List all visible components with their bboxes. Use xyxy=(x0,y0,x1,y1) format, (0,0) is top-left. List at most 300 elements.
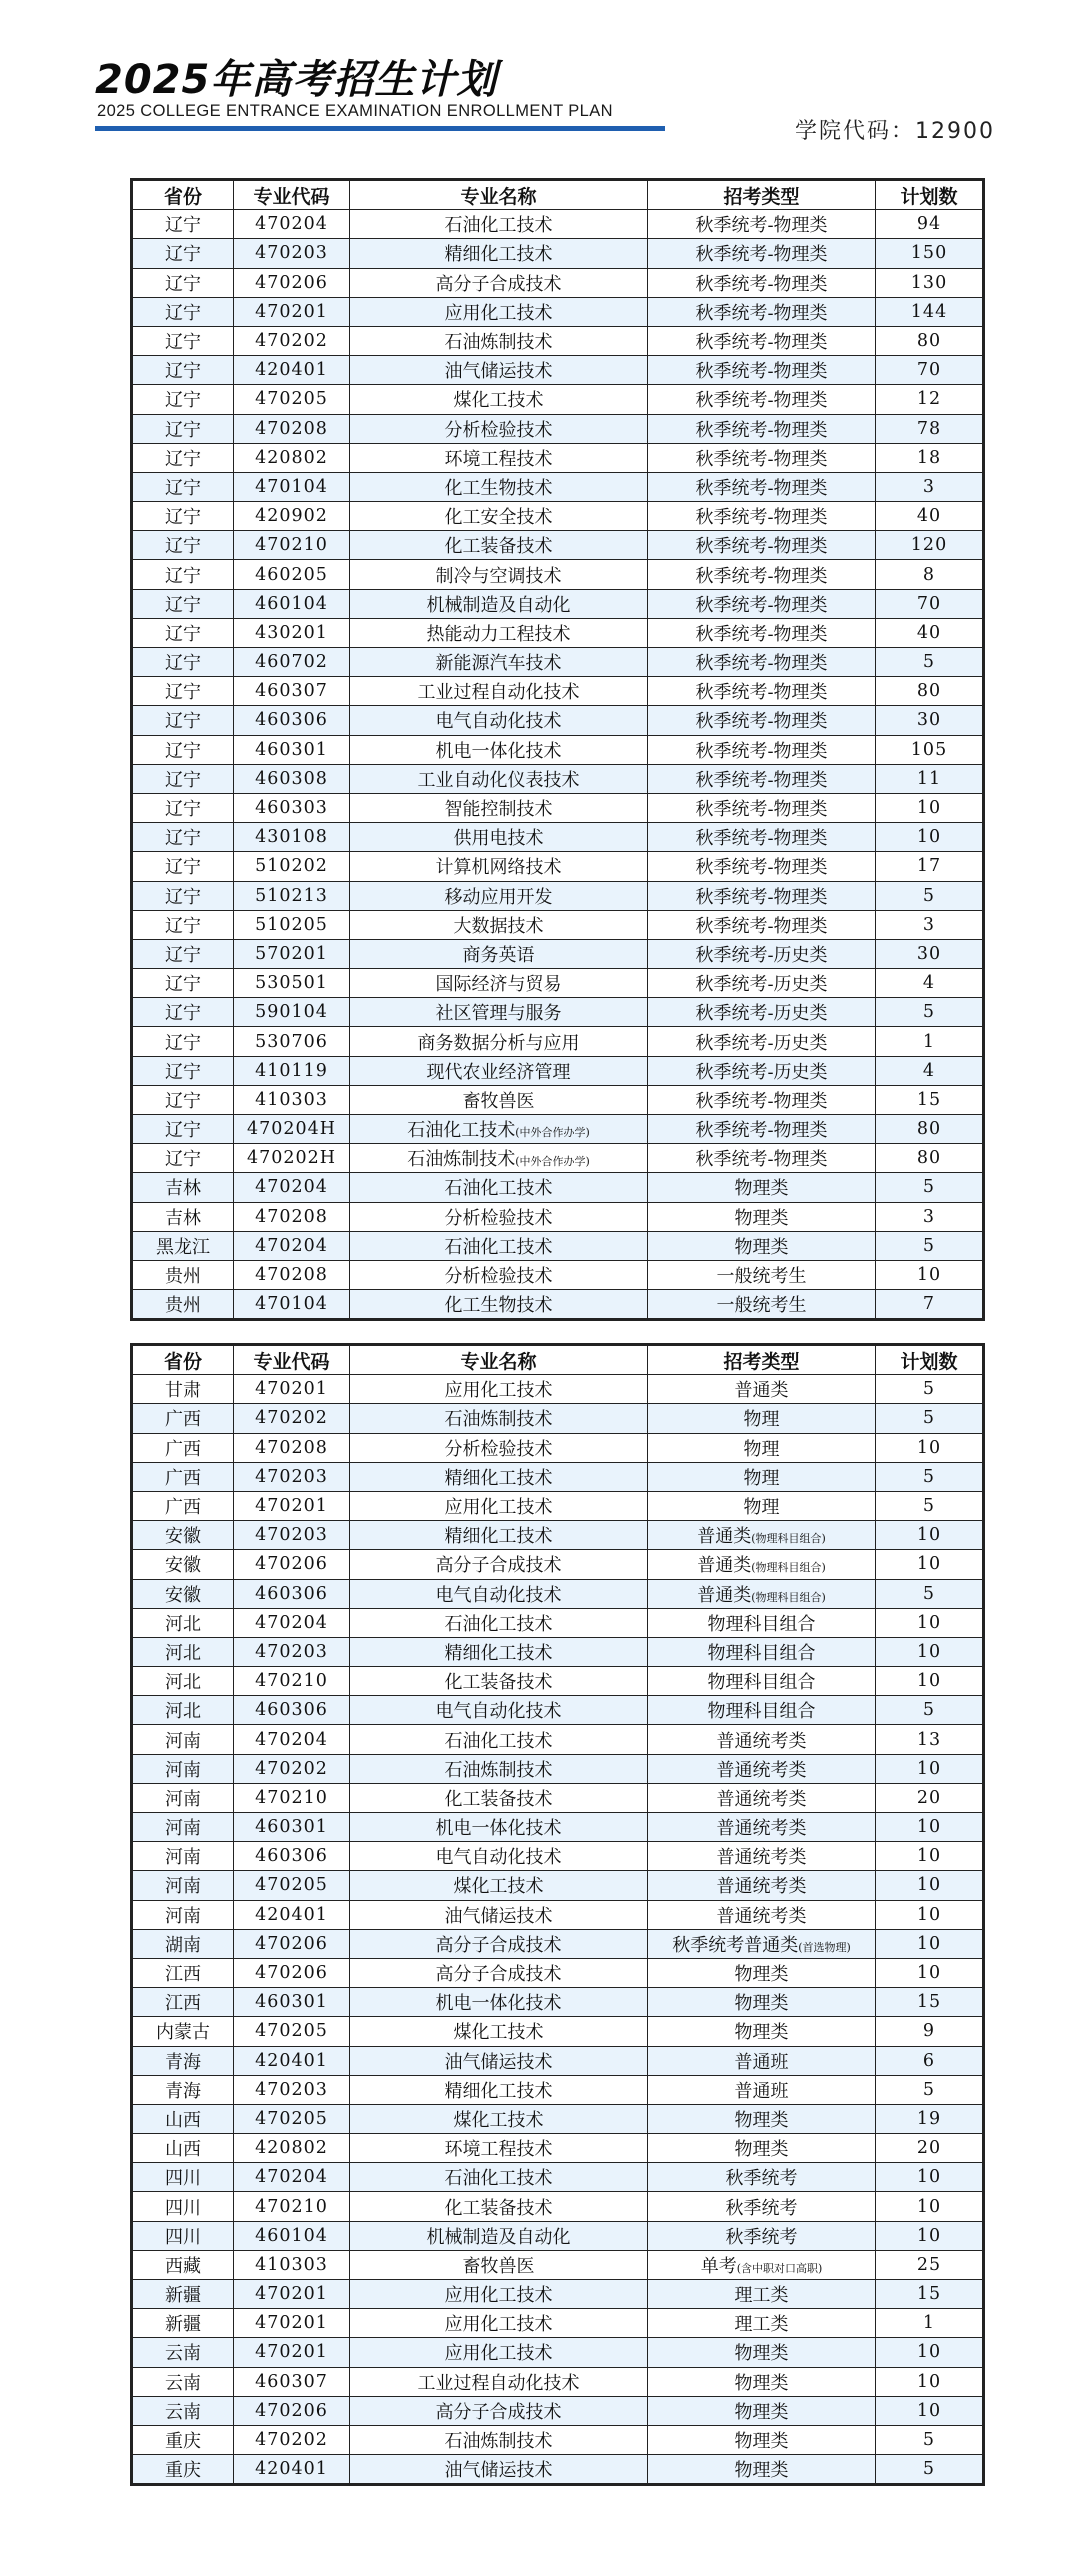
province-cell: 青海 xyxy=(132,2046,234,2075)
admission-type-cell: 秋季统考-物理类 xyxy=(648,385,876,414)
major-code-cell: 470202 xyxy=(234,326,350,355)
major-name-cell xyxy=(350,1144,648,1173)
table-row xyxy=(132,793,984,822)
major-code-cell: 530706 xyxy=(234,1027,350,1056)
table-row xyxy=(132,1144,984,1173)
plan-count-cell: 1 xyxy=(876,2309,984,2338)
major-code-cell: 470201 xyxy=(234,2338,350,2367)
table-row xyxy=(132,1056,984,1085)
table-row xyxy=(132,2192,984,2221)
admission-type-cell: 物理类 xyxy=(648,1202,876,1231)
admission-type-cell: 秋季统考-物理类 xyxy=(648,502,876,531)
admission-type-header: 招考类型 xyxy=(648,180,876,210)
table-row xyxy=(132,706,984,735)
major-code-cell: 470201 xyxy=(234,297,350,326)
province-cell: 河北 xyxy=(132,1667,234,1696)
admission-type-cell: 物理 xyxy=(648,1462,876,1491)
province-cell: 新疆 xyxy=(132,2280,234,2309)
table-row xyxy=(132,1725,984,1754)
province-cell: 辽宁 xyxy=(132,472,234,501)
major-code-cell: 470205 xyxy=(234,2104,350,2133)
major-code-cell: 510213 xyxy=(234,881,350,910)
major-name-cell: 高分子合成技术 xyxy=(350,1958,648,1987)
plan-count-cell: 78 xyxy=(876,414,984,443)
plan-count-cell: 130 xyxy=(876,268,984,297)
major-code-cell: 470203 xyxy=(234,2075,350,2104)
major-name-cell: 机电一体化技术 xyxy=(350,1988,648,2017)
table-row xyxy=(132,1696,984,1725)
major-name-cell: 石油化工技术 xyxy=(350,1725,648,1754)
table-row xyxy=(132,1290,984,1320)
plan-count-cell: 15 xyxy=(876,1988,984,2017)
major-code-cell: 430108 xyxy=(234,823,350,852)
province-cell: 云南 xyxy=(132,2367,234,2396)
province-cell: 辽宁 xyxy=(132,998,234,1027)
table-row xyxy=(132,239,984,268)
table-row xyxy=(132,472,984,501)
province-cell: 新疆 xyxy=(132,2309,234,2338)
header-row xyxy=(132,180,984,210)
plan-count-cell: 10 xyxy=(876,1608,984,1637)
cell-text: 石油炼制技术 xyxy=(407,1149,516,1171)
cell-text: 石油化工技术 xyxy=(407,1120,516,1142)
major-name-cell: 现代农业经济管理 xyxy=(350,1056,648,1085)
cell-note: (中外合作办学) xyxy=(515,1155,590,1169)
table-row xyxy=(132,2221,984,2250)
major-code-cell: 470204 xyxy=(234,1725,350,1754)
province-cell: 河南 xyxy=(132,1871,234,1900)
plan-count-cell: 10 xyxy=(876,1550,984,1579)
province-cell: 广西 xyxy=(132,1433,234,1462)
major-name-cell: 煤化工技术 xyxy=(350,1871,648,1900)
admission-type-cell: 普通统考类 xyxy=(648,1842,876,1871)
major-code-cell: 470204 xyxy=(234,210,350,239)
table-row xyxy=(132,2309,984,2338)
plan-count-header: 计划数 xyxy=(876,1345,984,1375)
plan-count-cell: 10 xyxy=(876,2163,984,2192)
plan-count-cell: 40 xyxy=(876,502,984,531)
table-row xyxy=(132,1813,984,1842)
plan-count-cell: 80 xyxy=(876,1144,984,1173)
admission-type-cell: 秋季统考 xyxy=(648,2192,876,2221)
major-code-cell: 470208 xyxy=(234,1433,350,1462)
cell-text: 秋季统考普通类 xyxy=(672,1934,799,1956)
table-row xyxy=(132,910,984,939)
table-row xyxy=(132,1754,984,1783)
major-name-cell: 煤化工技术 xyxy=(350,2104,648,2133)
table-row xyxy=(132,881,984,910)
major-name-cell: 移动应用开发 xyxy=(350,881,648,910)
major-code-cell: 470208 xyxy=(234,1202,350,1231)
province-cell: 辽宁 xyxy=(132,1027,234,1056)
province-cell: 云南 xyxy=(132,2338,234,2367)
major-code-cell: 470205 xyxy=(234,385,350,414)
major-code-cell: 470206 xyxy=(234,268,350,297)
table-row xyxy=(132,823,984,852)
table-row xyxy=(132,2134,984,2163)
province-cell: 河南 xyxy=(132,1754,234,1783)
table-row xyxy=(132,1608,984,1637)
province-cell: 辽宁 xyxy=(132,939,234,968)
plan-count-cell: 5 xyxy=(876,648,984,677)
plan-count-cell: 20 xyxy=(876,2134,984,2163)
table-row xyxy=(132,852,984,881)
plan-count-cell: 7 xyxy=(876,1290,984,1320)
major-name-cell: 油气储运技术 xyxy=(350,2455,648,2485)
major-name-cell: 化工装备技术 xyxy=(350,1783,648,1812)
major-code-cell: 460306 xyxy=(234,1842,350,1871)
admission-type-cell: 秋季统考-物理类 xyxy=(648,735,876,764)
plan-count-cell: 5 xyxy=(876,1173,984,1202)
admission-type-cell: 物理科目组合 xyxy=(648,1667,876,1696)
admission-type-cell: 秋季统考-物理类 xyxy=(648,1115,876,1144)
plan-count-cell: 10 xyxy=(876,1842,984,1871)
major-name-cell: 商务数据分析与应用 xyxy=(350,1027,648,1056)
major-name-cell: 化工装备技术 xyxy=(350,2192,648,2221)
plan-count-cell: 10 xyxy=(876,2221,984,2250)
plan-count-cell: 25 xyxy=(876,2250,984,2279)
major-code-cell: 460306 xyxy=(234,706,350,735)
plan-count-cell: 10 xyxy=(876,2192,984,2221)
table-row xyxy=(132,1115,984,1144)
major-name-cell: 畜牧兽医 xyxy=(350,1085,648,1114)
table-row xyxy=(132,1491,984,1520)
table-row xyxy=(132,1929,984,1958)
plan-count-cell: 70 xyxy=(876,589,984,618)
cell-note: (中外合作办学) xyxy=(515,1126,590,1140)
major-name-cell: 煤化工技术 xyxy=(350,385,648,414)
admission-type-cell: 秋季统考-物理类 xyxy=(648,706,876,735)
admission-type-cell: 物理类 xyxy=(648,1988,876,2017)
plan-count-cell: 105 xyxy=(876,735,984,764)
major-code-cell: 590104 xyxy=(234,998,350,1027)
major-code-cell: 460104 xyxy=(234,589,350,618)
major-name-cell: 化工生物技术 xyxy=(350,1290,648,1320)
admission-type-cell: 一般统考生 xyxy=(648,1290,876,1320)
table-body xyxy=(132,210,984,1320)
major-name-cell: 国际经济与贸易 xyxy=(350,969,648,998)
admission-type-header: 招考类型 xyxy=(648,1345,876,1375)
header-row xyxy=(132,1345,984,1375)
admission-type-cell: 普通统考类 xyxy=(648,1871,876,1900)
admission-type-cell: 秋季统考-物理类 xyxy=(648,356,876,385)
major-name-cell: 化工装备技术 xyxy=(350,1667,648,1696)
plan-count-cell: 10 xyxy=(876,823,984,852)
plan-count-cell: 10 xyxy=(876,1260,984,1289)
plan-count-cell: 10 xyxy=(876,1754,984,1783)
major-code-cell: 460303 xyxy=(234,793,350,822)
major-name-cell: 化工生物技术 xyxy=(350,472,648,501)
cell-text: 普通类 xyxy=(697,1584,752,1606)
major-code-cell: 470205 xyxy=(234,1871,350,1900)
major-name-cell: 精细化工技术 xyxy=(350,1521,648,1550)
major-code-cell: 470208 xyxy=(234,1260,350,1289)
plan-count-cell: 20 xyxy=(876,1783,984,1812)
major-name-cell: 应用化工技术 xyxy=(350,2280,648,2309)
province-cell: 河南 xyxy=(132,1842,234,1871)
table-row xyxy=(132,297,984,326)
major-name-cell: 油气储运技术 xyxy=(350,356,648,385)
admission-type-cell xyxy=(648,2250,876,2279)
major-name-cell: 机械制造及自动化 xyxy=(350,2221,648,2250)
major-name-cell: 智能控制技术 xyxy=(350,793,648,822)
major-code-cell: 420401 xyxy=(234,1900,350,1929)
major-name-cell: 机械制造及自动化 xyxy=(350,589,648,618)
plan-count-cell: 10 xyxy=(876,2338,984,2367)
cell-note: (含中职对口高职) xyxy=(736,2261,823,2275)
major-code-cell: 470202 xyxy=(234,2425,350,2454)
major-code-cell: 470205 xyxy=(234,2017,350,2046)
admission-type-cell: 秋季统考-物理类 xyxy=(648,677,876,706)
province-cell: 山西 xyxy=(132,2134,234,2163)
table-body xyxy=(132,1375,984,2485)
table-row xyxy=(132,1462,984,1491)
admission-type-cell xyxy=(648,1521,876,1550)
major-name-cell: 应用化工技术 xyxy=(350,2309,648,2338)
table-row xyxy=(132,1521,984,1550)
admission-type-cell: 秋季统考-物理类 xyxy=(648,210,876,239)
province-cell: 辽宁 xyxy=(132,910,234,939)
major-code-cell: 460307 xyxy=(234,677,350,706)
table-row xyxy=(132,2250,984,2279)
admission-type-cell: 物理类 xyxy=(648,2425,876,2454)
major-code-cell: 460702 xyxy=(234,648,350,677)
major-name-cell: 石油化工技术 xyxy=(350,1173,648,1202)
plan-count-cell: 5 xyxy=(876,998,984,1027)
province-cell: 西藏 xyxy=(132,2250,234,2279)
province-cell: 辽宁 xyxy=(132,502,234,531)
major-code-cell: 460306 xyxy=(234,1579,350,1608)
province-cell: 安徽 xyxy=(132,1550,234,1579)
major-code-cell: 410303 xyxy=(234,1085,350,1114)
major-code-cell: 460307 xyxy=(234,2367,350,2396)
major-name-cell: 石油炼制技术 xyxy=(350,2425,648,2454)
plan-count-cell: 5 xyxy=(876,2425,984,2454)
table-row xyxy=(132,1637,984,1666)
admission-type-cell: 秋季统考-物理类 xyxy=(648,793,876,822)
table-row xyxy=(132,1027,984,1056)
major-name-cell: 精细化工技术 xyxy=(350,1462,648,1491)
plan-count-cell: 11 xyxy=(876,764,984,793)
province-cell: 辽宁 xyxy=(132,823,234,852)
table-row xyxy=(132,998,984,1027)
major-code-cell: 470206 xyxy=(234,1929,350,1958)
province-cell: 湖南 xyxy=(132,1929,234,1958)
major-name-cell: 分析检验技术 xyxy=(350,1433,648,1462)
table-row xyxy=(132,560,984,589)
major-code-cell: 410303 xyxy=(234,2250,350,2279)
plan-count-cell: 5 xyxy=(876,1231,984,1260)
major-name-cell: 分析检验技术 xyxy=(350,1260,648,1289)
major-name-cell: 电气自动化技术 xyxy=(350,1696,648,1725)
major-name-cell: 煤化工技术 xyxy=(350,2017,648,2046)
province-cell: 江西 xyxy=(132,1958,234,1987)
plan-count-cell: 30 xyxy=(876,939,984,968)
plan-count-cell: 4 xyxy=(876,969,984,998)
major-name-cell: 石油炼制技术 xyxy=(350,1404,648,1433)
table-row xyxy=(132,1404,984,1433)
province-cell: 安徽 xyxy=(132,1521,234,1550)
province-cell: 辽宁 xyxy=(132,560,234,589)
table-header xyxy=(132,1345,984,1375)
major-code-cell: 470204 xyxy=(234,1608,350,1637)
province-cell: 甘肃 xyxy=(132,1375,234,1404)
table-row xyxy=(132,1550,984,1579)
admission-type-cell: 秋季统考-物理类 xyxy=(648,1144,876,1173)
major-code-cell: 420802 xyxy=(234,2134,350,2163)
major-code-cell: 470201 xyxy=(234,1375,350,1404)
plan-count-cell: 5 xyxy=(876,1696,984,1725)
major-name-cell: 油气储运技术 xyxy=(350,2046,648,2075)
major-code-cell: 460308 xyxy=(234,764,350,793)
major-name-header: 专业名称 xyxy=(350,1345,648,1375)
major-name-cell: 化工安全技术 xyxy=(350,502,648,531)
cell-note: (物理科目组合) xyxy=(751,1590,826,1604)
major-code-cell: 430201 xyxy=(234,618,350,647)
major-code-cell: 410119 xyxy=(234,1056,350,1085)
major-name-cell: 石油炼制技术 xyxy=(350,1754,648,1783)
admission-type-cell xyxy=(648,1929,876,1958)
province-cell: 辽宁 xyxy=(132,706,234,735)
table-row xyxy=(132,648,984,677)
major-code-cell: 470206 xyxy=(234,2396,350,2425)
province-cell: 云南 xyxy=(132,2396,234,2425)
province-cell: 河南 xyxy=(132,1813,234,1842)
admission-type-cell: 物理类 xyxy=(648,2104,876,2133)
table-row xyxy=(132,969,984,998)
province-cell: 吉林 xyxy=(132,1173,234,1202)
province-cell: 辽宁 xyxy=(132,268,234,297)
major-name-cell: 石油化工技术 xyxy=(350,1608,648,1637)
admission-type-cell: 秋季统考-物理类 xyxy=(648,1085,876,1114)
major-code-cell: 420401 xyxy=(234,356,350,385)
province-cell: 重庆 xyxy=(132,2425,234,2454)
province-cell: 河北 xyxy=(132,1608,234,1637)
major-name-cell: 机电一体化技术 xyxy=(350,735,648,764)
major-name-cell: 工业过程自动化技术 xyxy=(350,677,648,706)
table-row xyxy=(132,1433,984,1462)
plan-count-cell: 80 xyxy=(876,1115,984,1144)
province-cell: 四川 xyxy=(132,2192,234,2221)
plan-count-cell: 10 xyxy=(876,2396,984,2425)
province-cell: 辽宁 xyxy=(132,531,234,560)
table-row xyxy=(132,2104,984,2133)
major-name-cell: 环境工程技术 xyxy=(350,2134,648,2163)
plan-count-cell: 10 xyxy=(876,1637,984,1666)
major-code-cell: 470204H xyxy=(234,1115,350,1144)
plan-count-cell: 19 xyxy=(876,2104,984,2133)
table-row xyxy=(132,1988,984,2017)
major-name-cell: 新能源汽车技术 xyxy=(350,648,648,677)
plan-count-cell: 5 xyxy=(876,2455,984,2485)
major-code-cell: 470210 xyxy=(234,2192,350,2221)
table-row xyxy=(132,210,984,239)
major-name-cell: 精细化工技术 xyxy=(350,2075,648,2104)
admission-type-cell: 普通类 xyxy=(648,1375,876,1404)
cell-note: (物理科目组合) xyxy=(751,1561,826,1575)
plan-count-cell: 15 xyxy=(876,1085,984,1114)
province-cell: 四川 xyxy=(132,2221,234,2250)
major-code-cell: 420802 xyxy=(234,443,350,472)
admission-type-cell: 秋季统考-物理类 xyxy=(648,560,876,589)
province-cell: 广西 xyxy=(132,1491,234,1520)
province-cell: 江西 xyxy=(132,1988,234,2017)
major-name-cell: 机电一体化技术 xyxy=(350,1813,648,1842)
admission-type-cell: 物理 xyxy=(648,1404,876,1433)
table-row xyxy=(132,2396,984,2425)
admission-type-cell: 普通统考类 xyxy=(648,1754,876,1783)
table-row xyxy=(132,2338,984,2367)
plan-count-cell: 18 xyxy=(876,443,984,472)
admission-type-cell: 物理 xyxy=(648,1491,876,1520)
major-code-cell: 420902 xyxy=(234,502,350,531)
major-code-header: 专业代码 xyxy=(234,180,350,210)
province-cell: 河南 xyxy=(132,1783,234,1812)
major-name-cell: 计算机网络技术 xyxy=(350,852,648,881)
province-cell: 辽宁 xyxy=(132,1144,234,1173)
plan-count-cell: 10 xyxy=(876,2367,984,2396)
admission-type-cell: 物理科目组合 xyxy=(648,1608,876,1637)
major-code-cell: 570201 xyxy=(234,939,350,968)
major-code-cell: 470208 xyxy=(234,414,350,443)
admission-type-cell: 物理类 xyxy=(648,2367,876,2396)
province-cell: 辽宁 xyxy=(132,297,234,326)
major-code-cell: 470204 xyxy=(234,2163,350,2192)
table-row xyxy=(132,735,984,764)
admission-type-cell: 物理类 xyxy=(648,2455,876,2485)
province-cell: 河南 xyxy=(132,1725,234,1754)
admission-type-cell: 物理类 xyxy=(648,2338,876,2367)
plan-count-cell: 5 xyxy=(876,1462,984,1491)
province-cell: 四川 xyxy=(132,2163,234,2192)
plan-count-cell: 5 xyxy=(876,2075,984,2104)
province-cell: 广西 xyxy=(132,1404,234,1433)
major-name-cell: 电气自动化技术 xyxy=(350,1579,648,1608)
plan-count-cell: 9 xyxy=(876,2017,984,2046)
major-code-cell: 470201 xyxy=(234,2280,350,2309)
major-name-cell: 工业自动化仪表技术 xyxy=(350,764,648,793)
plan-count-cell: 10 xyxy=(876,1521,984,1550)
major-name-cell: 社区管理与服务 xyxy=(350,998,648,1027)
plan-count-cell: 10 xyxy=(876,1929,984,1958)
major-code-cell: 470201 xyxy=(234,1491,350,1520)
major-code-cell: 470210 xyxy=(234,531,350,560)
admission-type-cell: 物理类 xyxy=(648,1231,876,1260)
province-header: 省份 xyxy=(132,1345,234,1375)
plan-count-cell: 1 xyxy=(876,1027,984,1056)
major-name-cell: 化工装备技术 xyxy=(350,531,648,560)
table-row xyxy=(132,939,984,968)
major-name-cell: 石油化工技术 xyxy=(350,210,648,239)
admission-type-cell: 物理 xyxy=(648,1433,876,1462)
plan-count-cell: 144 xyxy=(876,297,984,326)
province-cell: 河北 xyxy=(132,1637,234,1666)
province-cell: 辽宁 xyxy=(132,414,234,443)
plan-count-cell: 5 xyxy=(876,1404,984,1433)
province-cell: 辽宁 xyxy=(132,881,234,910)
province-cell: 山西 xyxy=(132,2104,234,2133)
province-cell: 辽宁 xyxy=(132,764,234,793)
admission-type-cell: 物理科目组合 xyxy=(648,1637,876,1666)
enrollment-table-1 xyxy=(130,178,985,1321)
major-name-cell: 商务英语 xyxy=(350,939,648,968)
major-name-cell: 热能动力工程技术 xyxy=(350,618,648,647)
province-cell: 广西 xyxy=(132,1462,234,1491)
province-cell: 贵州 xyxy=(132,1290,234,1320)
admission-type-cell: 秋季统考-物理类 xyxy=(648,618,876,647)
table-row xyxy=(132,1375,984,1404)
province-cell: 辽宁 xyxy=(132,1056,234,1085)
